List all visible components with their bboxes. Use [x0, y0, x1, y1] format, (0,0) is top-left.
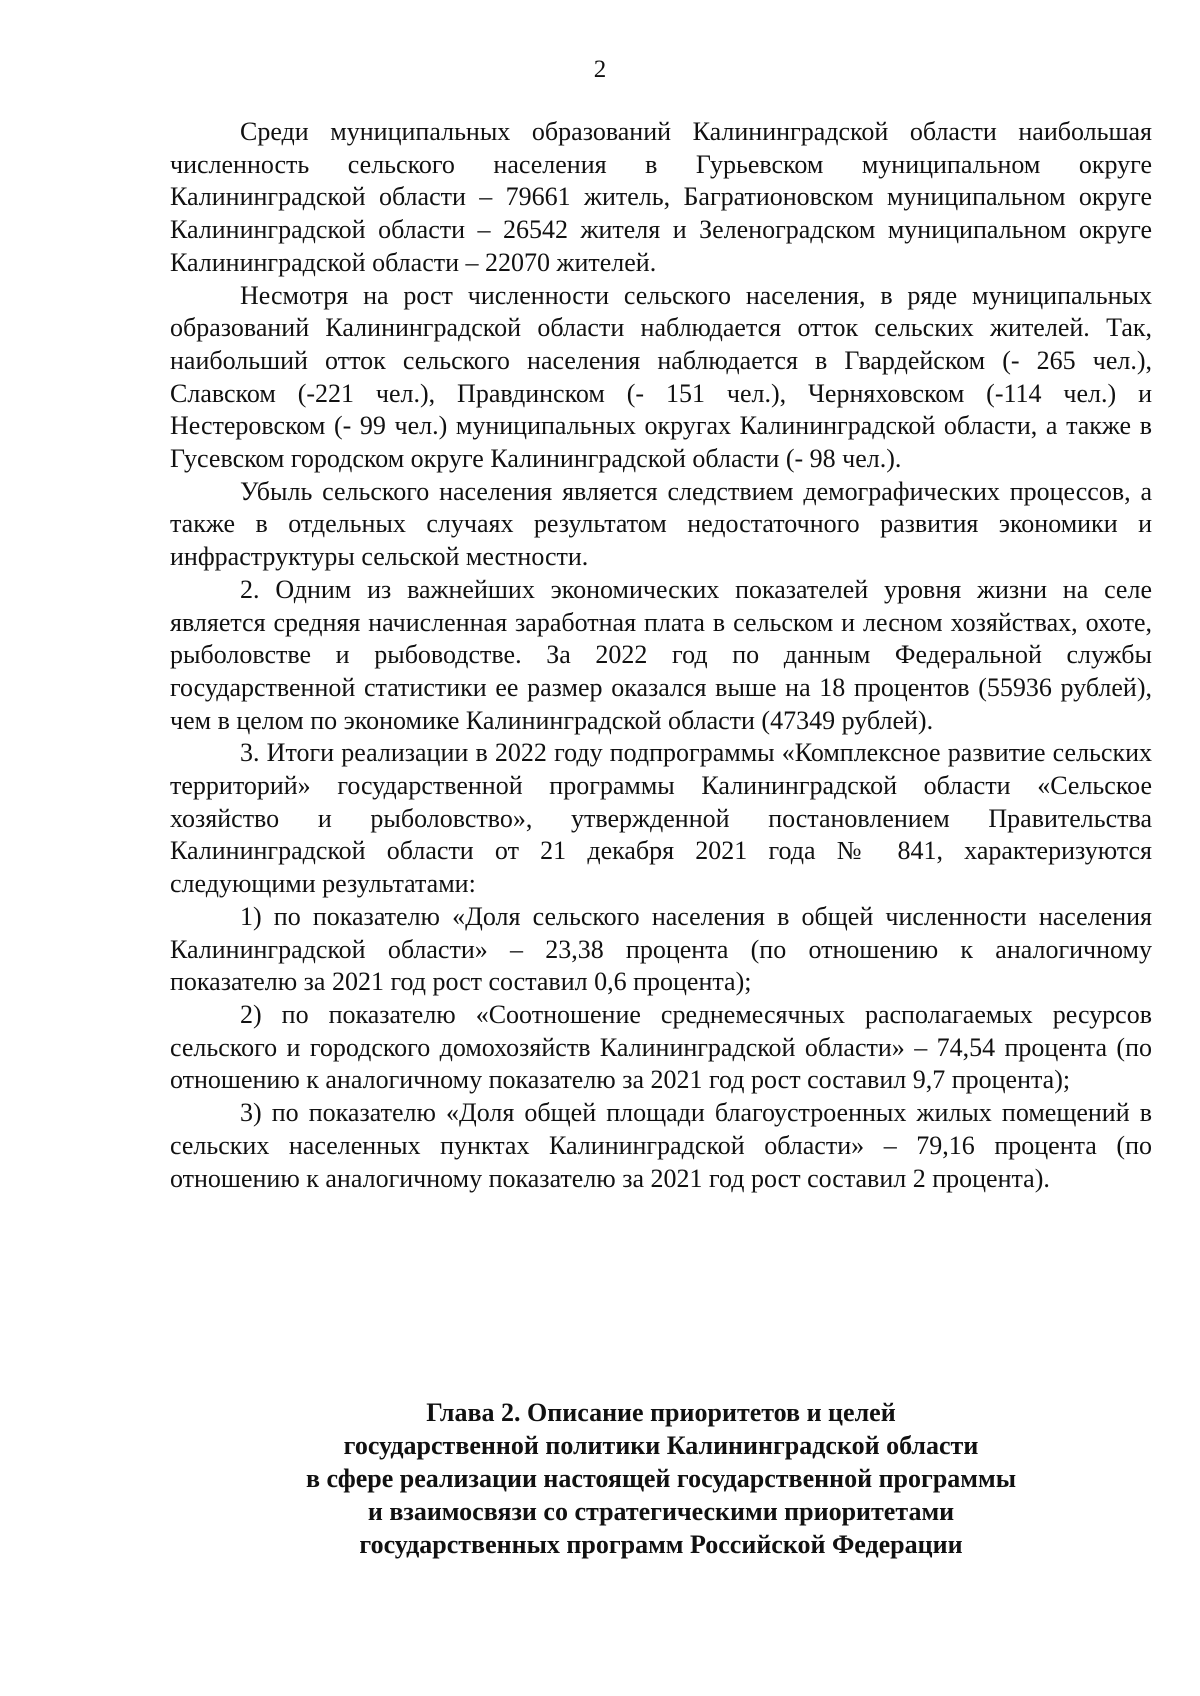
page-number: 2 — [593, 56, 607, 83]
document-body — [170, 116, 1152, 1195]
paragraph-average-wage: 2. Одним из важнейших экономических показателей уровня жизни на селе является средняя начисленная заработная плата в сельском и лесном хозяйствах, охоте, рыболовстве и рыбоводстве. За 2022 год по данным Федеральной службы государственной статистики ее размер оказался выше на 18 процентов (55936 рублей), чем в целом по экономике Калининградской области (47349 рублей). — [170, 574, 1152, 735]
chapter-heading — [170, 1396, 1152, 1561]
chapter-heading-line: государственных программ Российской Федерации — [359, 1530, 963, 1559]
paragraph-indicator-2: 2) по показателю «Соотношение среднемесячных располагаемых ресурсов сельского и городского домохозяйств Калининградской области» – 74,54 процента (по отношению к аналогичному показателю за 2021 год рост составил 9,7 процента); — [170, 999, 1152, 1095]
paragraph-rural-outflow: Несмотря на рост численности сельского населения, в ряде муниципальных образований Калининградской области наблюдается отток сельских жителей. Так, наибольший отток сельского населения наблюдается в Гвардейском (- 265 чел.), Славском (-221 чел.), Правдинском (- 151 чел.), Черняховском (-114 чел.) и Нестеровском (- 99 чел.) муниципальных округах Калининградской области, а также в Гусевском городском округе Калининградской области (- 98 чел.). — [170, 280, 1152, 474]
paragraph-population-decline-causes: Убыль сельского населения является следствием демографических процессов, а также в отдельных случаях результатом недостаточного развития экономики и инфраструктуры сельской местности. — [170, 476, 1152, 572]
paragraph-indicator-1: 1) по показателю «Доля сельского населения в общей численности населения Калининградской области» – 23,38 процента (по отношению к аналогичному показателю за 2021 год рост составил 0,6 процента); — [170, 901, 1152, 997]
chapter-heading-line: и взаимосвязи со стратегическими приоритетами — [367, 1497, 955, 1526]
paragraph-indicator-3: 3) по показателю «Доля общей площади благоустроенных жилых помещений в сельских населенных пунктах Калининградской области» – 79,16 процента (по отношению к аналогичному показателю за 2021 год рост составил 2 процента). — [170, 1098, 1152, 1193]
paragraph-subprogram-results: 3. Итоги реализации в 2022 году подпрограммы «Комплексное развитие сельских территорий» государственной программы Калининградской области «Сельское хозяйство и рыболовство», утвержденной постановлением Правительства Калининградской области от 21 декабря 2021 года № 841, характеризуются следующими результатами: — [170, 738, 1152, 899]
chapter-heading-line: государственной политики Калининградской области — [343, 1431, 979, 1460]
chapter-heading-line: в сфере реализации настоящей государственной программы — [305, 1464, 1017, 1493]
chapter-heading-line: Глава 2. Описание приоритетов и целей — [426, 1398, 896, 1427]
paragraph-rural-population-by-district: Среди муниципальных образований Калининградской области наибольшая численность сельского населения в Гурьевском муниципальном округе Калининградской области – 79661 житель, Багратионовском муниципальном округе Калининградской области – 26542 жителя и Зеленоградском муниципальном округе Калининградской области – 22070 жителей. — [170, 117, 1152, 277]
